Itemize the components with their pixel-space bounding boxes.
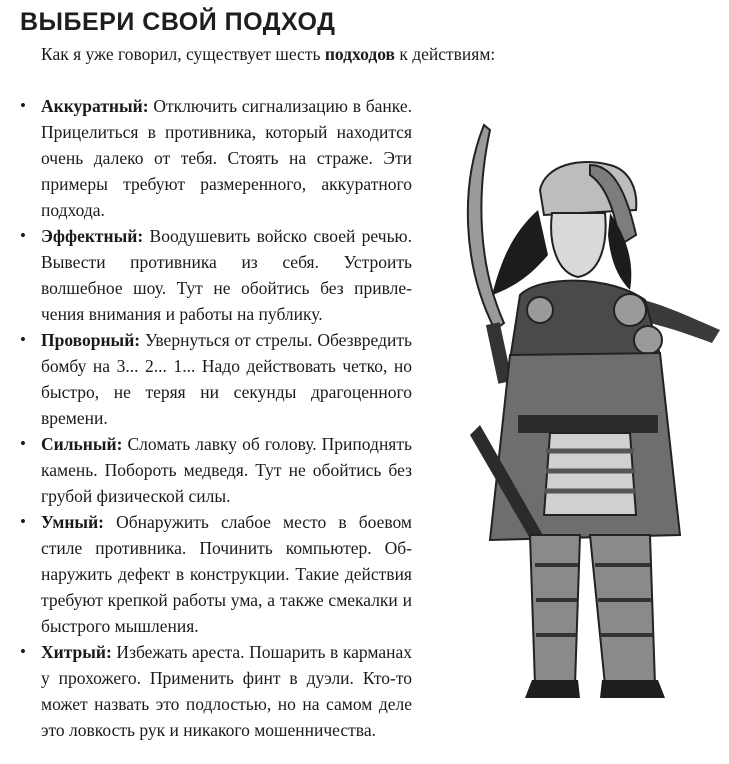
bullet-icon: • bbox=[20, 512, 26, 531]
bullet-icon: • bbox=[20, 226, 26, 245]
intro-text-before: Как я уже говорил, существует шесть bbox=[41, 44, 325, 64]
page-heading: ВЫБЕРИ СВОЙ ПОДХОД bbox=[20, 8, 336, 36]
approach-term: Умный: bbox=[41, 512, 104, 532]
approach-text: Избежать ареста. Пошарить в карманах у прохожего. Применить финт в дуэли. Кто-то может назвать это подлостью, но на самом деле это ловкость рук и никакого мошенничества. bbox=[41, 642, 412, 740]
approach-item-flashy bbox=[20, 223, 412, 327]
approach-text: Обнаружить слабое место в боевом стиле противника. Починить компьютер. Обнаружить дефект в конструкции. Такие действия требуют крепкой работы ума, а также смекалки и быстрого мышления. bbox=[41, 512, 412, 636]
approach-term: Аккуратный: bbox=[41, 96, 149, 116]
approach-term: Проворный: bbox=[41, 330, 141, 350]
approach-text: Сломать лавку об голову. Приподнять камень. Побороть медведя. Тут не обойтись без грубой физической силы. bbox=[41, 434, 412, 506]
bullet-icon: • bbox=[20, 434, 26, 453]
approach-term: Эффектный: bbox=[41, 226, 144, 246]
approach-item-forceful bbox=[20, 431, 412, 509]
swordsman-illustration-icon bbox=[440, 95, 725, 700]
approach-text: Отключить сигнализацию в банке. Прицелиться в противника, который находится очень далеко от тебя. Стоять на страже. Эти примеры требуют размеренного, аккуратного подхода. bbox=[41, 96, 412, 220]
intro-text-after: к действиям: bbox=[394, 44, 496, 64]
intro-paragraph bbox=[41, 42, 601, 66]
bullet-icon: • bbox=[20, 96, 26, 115]
bullet-icon: • bbox=[20, 330, 26, 349]
approaches-list bbox=[20, 93, 412, 743]
approach-item-clever bbox=[20, 509, 412, 639]
intro-bold-word: подходов bbox=[324, 44, 395, 64]
approach-term: Хитрый: bbox=[41, 642, 112, 662]
approach-text: Воодушевить войско своей речью. Вывести противника из себя. Устроить волшебное шоу. Тут не обойтись без привлечения внимания и работы на публику. bbox=[41, 226, 412, 324]
approach-text: Увернуться от стрелы. Обезвредить бомбу на 3... 2... 1... Надо действовать четко, но быстро, не теряя ни секунды драгоценного времени. bbox=[41, 330, 412, 428]
approach-term: Сильный: bbox=[41, 434, 123, 454]
approach-item-quick bbox=[20, 327, 412, 431]
bullet-icon: • bbox=[20, 642, 26, 661]
approach-item-sneaky bbox=[20, 639, 412, 743]
approach-item-careful bbox=[20, 93, 412, 223]
